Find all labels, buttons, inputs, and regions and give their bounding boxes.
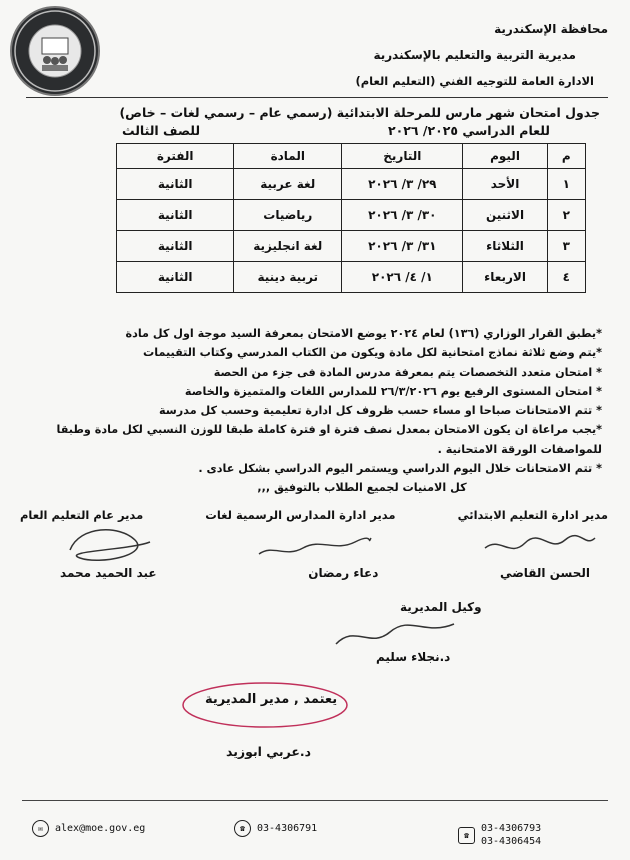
fax-number: 03-4306454 [481, 836, 542, 847]
fax-icon: ☎ [458, 827, 475, 844]
footer-phone [234, 820, 317, 837]
footer-fax [458, 822, 541, 848]
note-item: * امتحان المستوى الرفيع يوم ٢٦/٣/٢٠٢٦ للمدارس اللغات والمتميزة والخاصة [184, 384, 602, 398]
cell-day: الثلاثاء [463, 231, 547, 262]
signature-names [60, 566, 590, 580]
title-line: جدول امتحان شهر مارس للمرحلة الابتدائية (رسمي عام – رسمي لغات – خاص) [119, 105, 600, 120]
footer-email [32, 820, 145, 837]
grade-label: للصف الثالث [122, 123, 201, 138]
note-item: *يطبق القرار الوزاري (١٣٦) لعام ٢٠٢٤ يوضع الامتحان بمعرفة السيد موجة اول كل مادة [125, 327, 602, 340]
cell-number: ١ [547, 169, 585, 200]
cell-day: الاربعاء [463, 262, 547, 293]
deputy-name: د.نجلاء سليم [376, 650, 451, 664]
director-name: د.عربي ابوزيد [226, 744, 312, 759]
note-item: * امتحان متعدد التخصصات يتم بمعرفة مدرس المادة فى جزء من الحصة [213, 365, 602, 379]
cell-subject: رياضيات [234, 200, 342, 231]
cell-period: الثانية [117, 200, 234, 231]
note-item: *يجب مراعاة ان يكون الامتحان بمعدل نصف فترة او فترة كاملة طبقا للوزن النسبي لكل مادة وطبقا [56, 423, 602, 437]
table-header-row [117, 144, 586, 169]
note-item: *يتم وضع ثلاثة نماذج امتحانية لكل مادة ويكون من الكتاب المدرسي وكتاب التقييمات [143, 346, 602, 360]
signatory-name: دعاء رمضان [308, 566, 379, 580]
table-row [117, 200, 586, 231]
governorate-name: محافظة الإسكندرية [494, 22, 608, 36]
note-item: للمواصفات الورقة الامتحانية . [437, 442, 602, 456]
notes-list [42, 324, 602, 498]
header-date: التاريخ [342, 144, 463, 169]
department-name: الادارة العامة للتوجيه الفني (التعليم العام) [355, 74, 594, 88]
cell-date: ٢٩/ ٣/ ٢٠٢٦ [342, 169, 463, 200]
approval-text: يعتمد , مدير المديرية [205, 692, 338, 707]
directorate-logo [10, 6, 100, 96]
directorate-name: مديرية التربية والتعليم بالإسكندرية [373, 48, 576, 62]
closing-wishes: كل الامنيات لجميع الطلاب بالتوفيق ,,, [257, 481, 467, 495]
header-block [278, 16, 608, 94]
cell-number: ٤ [547, 262, 585, 293]
handwritten-signature [255, 530, 375, 566]
table-row [117, 231, 586, 262]
header-period: الفترة [117, 144, 234, 169]
cell-period: الثانية [117, 231, 234, 262]
fax-number: 03-4306793 [481, 823, 542, 834]
handwritten-signature [330, 614, 460, 654]
cell-number: ٢ [547, 200, 585, 231]
cell-day: الاثنين [463, 200, 547, 231]
table-row [117, 262, 586, 293]
email-text: alex@moe.gov.eg [55, 823, 146, 834]
header-divider [26, 97, 608, 98]
handwritten-signature [60, 520, 160, 570]
cell-number: ٣ [547, 231, 585, 262]
signature-title: مدير ادارة المدارس الرسمية لغات [205, 508, 396, 522]
deputy-title: وكيل المديرية [400, 600, 482, 614]
phone-icon: ☎ [234, 820, 251, 837]
note-item: * تتم الامتحانات صباحا او مساء حسب ظروف كل ادارة تعليمية وحسب كل مدرسة [159, 404, 602, 418]
handwritten-signature [480, 528, 600, 564]
signature-title: مدير عام التعليم العام [20, 508, 144, 522]
cell-subject: لغة عربية [234, 169, 342, 200]
cell-period: الثانية [117, 262, 234, 293]
academic-year: للعام الدراسي ٢٠٢٥/ ٢٠٢٦ [387, 123, 550, 138]
signatory-name: عبد الحميد محمد [60, 566, 157, 580]
header-subject: المادة [234, 144, 342, 169]
cell-subject: لغة انجليزية [234, 231, 342, 262]
email-icon: ✉ [32, 820, 49, 837]
cell-date: ١/ ٤/ ٢٠٢٦ [342, 262, 463, 293]
note-item: * تتم الامتحانات خلال اليوم الدراسي ويستمر اليوم الدراسي بشكل عادى . [198, 462, 602, 476]
signatory-name: الحسن القاضي [500, 566, 590, 580]
cell-period: الثانية [117, 169, 234, 200]
cell-day: الأحد [463, 169, 547, 200]
cell-date: ٣٠/ ٣/ ٢٠٢٦ [342, 200, 463, 231]
schedule-title [80, 104, 600, 140]
cell-date: ٣١/ ٣/ ٢٠٢٦ [342, 231, 463, 262]
table-row [117, 169, 586, 200]
exam-schedule-table [116, 143, 586, 293]
cell-subject: تربية دينية [234, 262, 342, 293]
logo-emblem-icon [12, 8, 98, 94]
header-number: م [547, 144, 585, 169]
signature-title: مدير ادارة التعليم الابتدائي [457, 508, 608, 522]
phone-text: 03-4306791 [257, 823, 318, 834]
footer-divider [22, 800, 608, 801]
header-day: اليوم [463, 144, 547, 169]
